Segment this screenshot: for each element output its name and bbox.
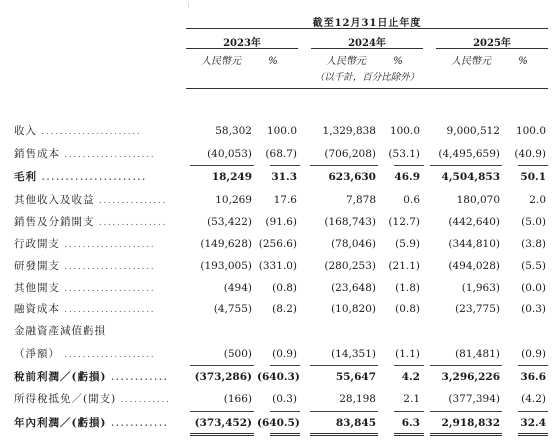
table-row bbox=[0, 191, 554, 209]
cell-p2024: (5.9) bbox=[395, 238, 420, 250]
cell-v2024: (23,648) bbox=[331, 282, 376, 294]
row-label-text: 其他收入及收益 bbox=[14, 194, 95, 206]
leader-dots: ........... bbox=[116, 395, 171, 404]
leader-dots: ............ bbox=[106, 418, 169, 428]
amount-label-2025: 人民幣元 bbox=[451, 56, 491, 67]
year-2024-heading: 2024年 bbox=[348, 38, 386, 49]
subtotal-rule bbox=[190, 365, 254, 366]
leader-dots: ...................... bbox=[37, 127, 142, 136]
row-label bbox=[14, 213, 190, 232]
row-label bbox=[14, 257, 190, 276]
pct-label-2023: % bbox=[268, 56, 278, 67]
leader-dots: .................... bbox=[60, 262, 156, 271]
amount-label-2023: 人民幣元 bbox=[201, 56, 241, 67]
row-label bbox=[14, 235, 190, 254]
cell-p2023: (256.6) bbox=[258, 238, 297, 250]
leader-dots: ............ bbox=[106, 372, 169, 382]
cell-v2025: (344,810) bbox=[448, 238, 500, 250]
year-2023-heading: 2023年 bbox=[223, 38, 261, 49]
cell-v2025: (494,028) bbox=[448, 260, 500, 272]
pct-label-2024: % bbox=[393, 56, 403, 67]
cell-v2024: (78,046) bbox=[331, 238, 376, 250]
subtotal-rule bbox=[270, 165, 300, 166]
year-2025-heading: 2025年 bbox=[473, 38, 511, 49]
leader-dots: ............... bbox=[94, 196, 168, 205]
cell-v2023: (149,628) bbox=[200, 238, 252, 250]
cell-v2024: 55,647 bbox=[335, 371, 376, 383]
pct-label-2025: % bbox=[518, 56, 528, 67]
row-label-text: 銷售成本 bbox=[14, 148, 60, 160]
table-row bbox=[0, 390, 554, 408]
cell-p2025: (0.9) bbox=[521, 348, 546, 360]
cell-p2023: (0.3) bbox=[272, 393, 297, 405]
cell-p2024: 2.1 bbox=[403, 393, 420, 405]
subtotal-rule bbox=[518, 411, 548, 412]
cell-p2024: (12.7) bbox=[388, 216, 420, 228]
cell-p2023: (640.5) bbox=[257, 417, 300, 429]
leader-dots: .................... bbox=[60, 150, 156, 159]
table-row bbox=[0, 300, 554, 318]
cell-p2025: (4.2) bbox=[521, 393, 546, 405]
cell-p2024: 0.6 bbox=[403, 194, 420, 206]
subtotal-rule bbox=[310, 411, 378, 412]
cell-p2025: 2.0 bbox=[529, 194, 546, 206]
leader-dots: .................... bbox=[60, 284, 156, 293]
subtotal-rule bbox=[518, 365, 548, 366]
double-underline bbox=[430, 433, 502, 436]
period-heading: 截至12月31日止年度 bbox=[312, 18, 422, 29]
cell-v2024: 7,878 bbox=[345, 194, 376, 206]
cell-p2024: 4.2 bbox=[401, 371, 420, 383]
cell-p2023: (91.6) bbox=[265, 216, 297, 228]
unit-note: （以千計，百分比除外） bbox=[314, 72, 420, 83]
header-rule bbox=[186, 88, 548, 89]
cell-p2025: (3.8) bbox=[521, 238, 546, 250]
cell-v2025: 2,918,832 bbox=[441, 417, 500, 429]
row-label-text: 年內利潤／(虧損) bbox=[14, 417, 107, 429]
cell-v2023: 10,269 bbox=[215, 194, 252, 206]
leader-dots: .................... bbox=[60, 240, 156, 249]
subtotal-rule bbox=[430, 411, 502, 412]
cell-p2024: (21.1) bbox=[388, 260, 420, 272]
cell-v2025: (377,394) bbox=[448, 393, 500, 405]
cell-v2023: (500) bbox=[223, 348, 252, 360]
cell-v2023: (166) bbox=[223, 393, 252, 405]
table-row bbox=[0, 345, 554, 363]
subtotal-rule bbox=[394, 165, 424, 166]
cell-p2023: (331.0) bbox=[258, 260, 297, 272]
cell-v2024: 83,845 bbox=[335, 417, 376, 429]
cell-p2023: 17.6 bbox=[273, 194, 297, 206]
cell-p2025: (0.0) bbox=[521, 282, 546, 294]
row-label-text: 金融資產減值虧損 bbox=[14, 325, 106, 337]
row-label bbox=[14, 191, 190, 210]
row-label-text: 收入 bbox=[14, 125, 37, 137]
subtotal-rule bbox=[394, 365, 424, 366]
row-label-text: 行政開支 bbox=[14, 238, 60, 250]
table-row bbox=[0, 168, 554, 186]
cell-v2024: (10,820) bbox=[331, 303, 376, 315]
cell-v2023: (40,053) bbox=[207, 148, 252, 160]
cell-v2024: (14,351) bbox=[331, 348, 376, 360]
amount-label-2024: 人民幣元 bbox=[326, 56, 366, 67]
cell-v2023: 58,302 bbox=[215, 125, 252, 137]
row-label-text: 融資成本 bbox=[14, 303, 60, 315]
subtotal-rule bbox=[270, 411, 300, 412]
leader-dots: ............... bbox=[94, 218, 168, 227]
table-row bbox=[0, 368, 554, 386]
cell-p2023: (0.8) bbox=[272, 282, 297, 294]
subtotal-rule bbox=[430, 365, 502, 366]
table-row bbox=[0, 235, 554, 253]
row-label bbox=[14, 145, 190, 164]
cell-v2025: (1,963) bbox=[461, 282, 500, 294]
cell-v2025: 3,296,226 bbox=[441, 371, 500, 383]
row-label bbox=[14, 345, 190, 364]
cell-v2024: 28,198 bbox=[339, 393, 376, 405]
subtotal-rule bbox=[270, 365, 300, 366]
row-label-text: 其他開支 bbox=[14, 282, 60, 294]
cell-p2024: (1.1) bbox=[395, 348, 420, 360]
cell-v2023: (373,452) bbox=[194, 417, 252, 429]
cell-p2023: (8.2) bbox=[272, 303, 297, 315]
row-label-text: （淨額） bbox=[14, 348, 60, 360]
cell-p2023: (0.9) bbox=[272, 348, 297, 360]
cell-v2025: (4,495,659) bbox=[438, 148, 500, 160]
row-label bbox=[14, 168, 190, 186]
cell-p2025: (5.0) bbox=[521, 216, 546, 228]
table-row bbox=[0, 279, 554, 297]
cell-p2024: (0.8) bbox=[395, 303, 420, 315]
cell-v2025: 9,000,512 bbox=[446, 125, 500, 137]
cell-p2025: (5.5) bbox=[521, 260, 546, 272]
cell-p2025: 32.4 bbox=[520, 417, 546, 429]
cell-v2024: 623,630 bbox=[328, 171, 376, 183]
cell-p2025: 50.1 bbox=[520, 171, 546, 183]
leader-dots: .................... bbox=[60, 305, 156, 314]
double-underline bbox=[270, 433, 300, 436]
cell-p2024: 100.0 bbox=[389, 125, 420, 137]
subtotal-rule bbox=[394, 411, 424, 412]
row-label bbox=[14, 300, 190, 319]
cell-p2024: (53.1) bbox=[388, 148, 420, 160]
cell-v2025: (442,640) bbox=[448, 216, 500, 228]
cell-p2023: 31.3 bbox=[271, 171, 297, 183]
table-row bbox=[0, 414, 554, 432]
subtotal-rule bbox=[430, 165, 502, 166]
row-label bbox=[14, 390, 190, 409]
cell-p2025: (40.9) bbox=[514, 148, 546, 160]
cell-v2024: 1,329,838 bbox=[322, 125, 376, 137]
row-label bbox=[14, 122, 190, 141]
year-2025-rule bbox=[436, 48, 548, 49]
cell-p2025: (0.3) bbox=[521, 303, 546, 315]
double-underline bbox=[394, 433, 424, 436]
row-label bbox=[14, 368, 190, 386]
double-underline bbox=[190, 433, 254, 436]
period-rule bbox=[186, 28, 548, 29]
subtotal-rule bbox=[310, 365, 378, 366]
cell-v2023: (53,422) bbox=[207, 216, 252, 228]
cell-v2023: (494) bbox=[223, 282, 252, 294]
cell-p2025: 36.6 bbox=[520, 371, 546, 383]
cell-p2024: 46.9 bbox=[394, 171, 420, 183]
cell-v2024: (168,743) bbox=[324, 216, 376, 228]
cell-v2025: (81,481) bbox=[455, 348, 500, 360]
row-label bbox=[14, 414, 190, 432]
subtotal-rule bbox=[310, 165, 378, 166]
cell-p2025: 100.0 bbox=[515, 125, 546, 137]
table-row bbox=[0, 322, 554, 340]
subtotal-rule bbox=[190, 411, 254, 412]
table-row bbox=[0, 257, 554, 275]
leader-dots: .................... bbox=[60, 350, 156, 359]
cell-p2023: (640.3) bbox=[257, 371, 300, 383]
cell-v2023: 18,249 bbox=[211, 171, 252, 183]
table-row bbox=[0, 213, 554, 231]
double-underline bbox=[310, 433, 378, 436]
cell-p2024: (1.8) bbox=[395, 282, 420, 294]
table-row bbox=[0, 122, 554, 140]
subtotal-rule bbox=[190, 165, 254, 166]
cell-p2023: 100.0 bbox=[266, 125, 297, 137]
cell-v2025: 180,070 bbox=[456, 194, 500, 206]
cell-v2023: (193,005) bbox=[200, 260, 252, 272]
double-underline bbox=[518, 433, 548, 436]
table-row bbox=[0, 145, 554, 163]
cell-p2024: 6.3 bbox=[401, 417, 420, 429]
scroll-marker bbox=[188, 2, 189, 8]
cell-v2025: (23,775) bbox=[455, 303, 500, 315]
cell-v2024: (706,208) bbox=[324, 148, 376, 160]
row-label bbox=[14, 279, 190, 298]
row-label-text: 銷售及分銷開支 bbox=[14, 216, 95, 228]
year-2023-rule bbox=[186, 48, 298, 49]
cell-p2023: (68.7) bbox=[265, 148, 297, 160]
cell-v2023: (4,755) bbox=[213, 303, 252, 315]
row-label bbox=[14, 322, 190, 340]
cell-v2024: (280,253) bbox=[324, 260, 376, 272]
row-label-text: 稅前利潤／(虧損) bbox=[14, 371, 107, 383]
row-label-text: 所得稅抵免／(開支) bbox=[14, 393, 117, 405]
leader-dots: ...................... bbox=[37, 172, 148, 182]
cell-v2023: (373,286) bbox=[194, 371, 252, 383]
row-label-text: 研發開支 bbox=[14, 260, 60, 272]
year-2024-rule bbox=[311, 48, 423, 49]
row-label-text: 毛利 bbox=[14, 171, 37, 183]
subtotal-rule bbox=[518, 165, 548, 166]
cell-v2025: 4,504,853 bbox=[441, 171, 500, 183]
